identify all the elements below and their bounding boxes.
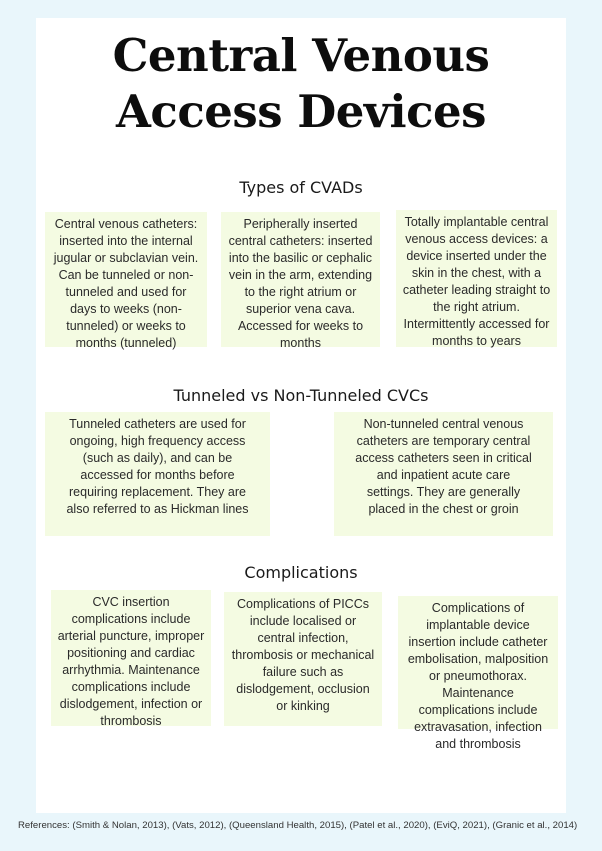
card-picc-complications: Complications of PICCs include localised or central infection, thrombosis or mechanical failure such as dislodgement, occlusion or kinking	[224, 592, 382, 726]
card-central-venous-catheters: Central venous catheters: inserted into the internal jugular or subclavian vein. Can be tunneled or non-tunneled and used for days to weeks (non-tunneled) or weeks to months (tunneled)	[45, 212, 207, 347]
section-heading-types-label: Types of CVADs	[239, 178, 363, 197]
page-title: Central Venous Access Devices	[112, 29, 490, 138]
card-implantable-complications: Complications of implantable device insertion include catheter embolisation, malposition or pneumothorax. Maintenance complications include extravasation, infection and thrombosis	[398, 596, 558, 729]
card-implantable-device: Totally implantable central venous access devices: a device inserted under the skin in the chest, with a catheter leading straight to the right atrium. Intermittently accessed for months to years	[396, 210, 557, 347]
section-heading-types	[0, 178, 602, 198]
section-heading-tunneled	[0, 386, 602, 406]
section-heading-tunneled-label: Tunneled vs Non-Tunneled CVCs	[173, 386, 429, 405]
references: References: (Smith & Nolan, 2013), (Vats, 2012), (Queensland Health, 2015), (Patel et al., 2020), (EviQ, 2021), (Granic et al., 2014)	[18, 820, 578, 831]
card-non-tunneled: Non-tunneled central venous catheters are temporary central access catheters seen in critical and inpatient acute care settings. They are generally placed in the chest or groin	[334, 412, 553, 536]
section-heading-complications	[0, 563, 602, 583]
card-tunneled: Tunneled catheters are used for ongoing, high frequency access (such as daily), and can be accessed for months before requiring replacement. They are also referred to as Hickman lines	[45, 412, 270, 536]
card-cvc-complications: CVC insertion complications include arterial puncture, improper positioning and cardiac arrhythmia. Maintenance complications include dislodgement, infection or thrombosis	[51, 590, 211, 726]
section-heading-complications-label: Complications	[244, 563, 358, 582]
card-picc: Peripherally inserted central catheters: inserted into the basilic or cephalic vein in the arm, extending to the right atrium or superior vena cava. Accessed for weeks to months	[221, 212, 380, 347]
